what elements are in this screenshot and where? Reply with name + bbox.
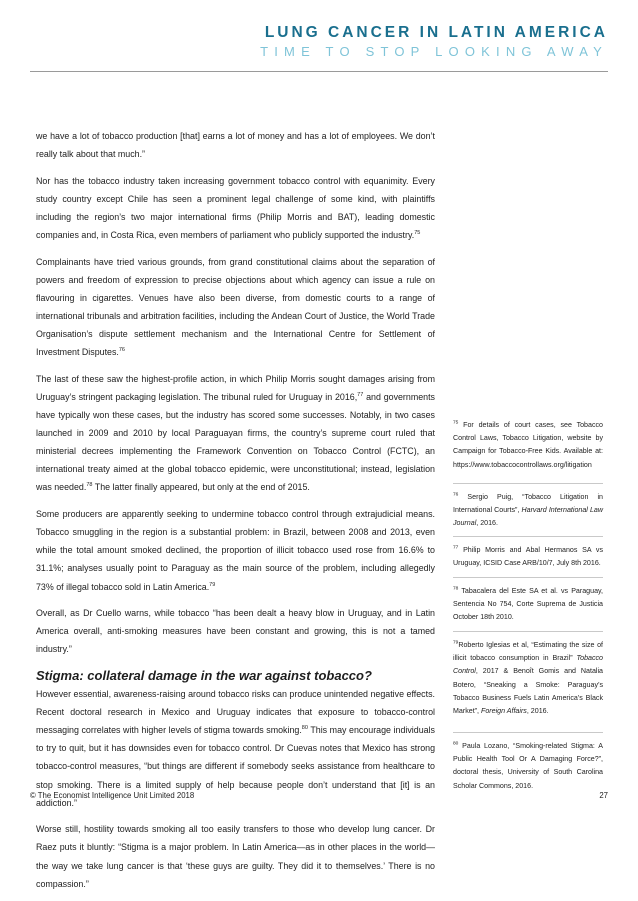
copyright-notice: © The Economist Intelligence Unit Limited 2018 <box>30 791 195 800</box>
footnote-75: $^{75}$ For details of court cases, see Tobacco Control Laws, Tobacco Litigation, website by Campaign for Tobacco-Free Kids. Available at: https://www.tobaccocontrollaws.org/litigation <box>453 420 603 469</box>
paragraph-1: we have a lot of tobacco production [that] earns a lot of money and has a lot of employees. We don’t really talk about that much.” <box>36 131 435 160</box>
footnote-divider <box>453 631 603 632</box>
report-title: LUNG CANCER IN LATIN AMERICA <box>264 24 608 41</box>
paragraph-6: Overall, as Dr Cuello warns, while tobacco “has been dealt a heavy blow in Uruguay, and in Latin America overall, anti-smoking measures have been constant and growing, this is not a tamed industry.” <box>36 608 435 655</box>
footnote-76: $^{76}$ Sergio Puig, “Tobacco Litigation in International Courts”, Harvard International Law Journal, 2016. <box>453 492 604 528</box>
footnote-ref-78: 78 <box>86 482 93 489</box>
paragraph-7: However essential, awareness-raising around tobacco risks can produce unintended negative effects. Recent doctoral research in Mexico and Uruguay indicates that exposure to tobacco-control messaging correlates with higher levels of stigma towards smoking.$^{80}$ This may encourage individuals to try to quit, but it has downsides even for tobacco control. Dr Cuevas notes that Mexico has strong tobacco-control measures, “but things are different if somebody seeks assistance from healthcare to stop smoking. There is a limited supply of help because people don’t understand that [it] is an addiction.” <box>36 689 435 808</box>
footnote-divider <box>453 732 603 733</box>
footnote-77: $^{77}$ Philip Morris and Abal Hermanos SA vs Uruguay, ICSID Case ARB/10/7, July 8th 2016. <box>453 545 603 568</box>
footnote-ref-77: 77 <box>357 392 364 399</box>
footnote-divider <box>453 536 603 537</box>
footnote-divider <box>453 577 603 578</box>
report-subtitle: TIME TO STOP LOOKING AWAY <box>260 44 608 59</box>
main-text-column <box>36 127 435 901</box>
footnote-ref-76: 76 <box>118 347 125 354</box>
section-heading: Stigma: collateral damage in the war against tobacco? <box>36 668 372 684</box>
page-number: 27 <box>599 791 608 800</box>
footnote-ref-80: 80 <box>301 725 308 732</box>
header-divider <box>30 71 608 72</box>
footnote-78: $^{78}$ Tabacalera del Este SA et al. vs Paraguay, Sentencia No 754, Corte Suprema de Justicia October 18th 2010. <box>453 586 604 622</box>
paragraph-5: Some producers are apparently seeking to undermine tobacco control through extrajudicial means. Tobacco smuggling in the region is a substantial problem: in Brazil, between 2008 and 2013, even while the total amount smoked declined, the proportion of illicit tobacco used rose from 16.6% to 31.1%; analyses usually point to Paraguay as the main source of the problem, including allegedly 73% of illegal tobacco sold in Latin America.$^{79}$ <box>36 509 435 592</box>
footnote-80: $^{80}$ Paula Lozano, “Smoking-related Stigma: A Public Health Tool Or A Damaging Force?”, doctoral thesis, University of South Carolina Scholar Commons, 2016. <box>453 741 603 790</box>
footnote-divider <box>453 483 603 484</box>
paragraph-4: The last of these saw the highest-profile action, in which Philip Morris sought damages arising from Uruguay’s stringent packaging legislation. The tribunal ruled for Uruguay in 2016,77 and governments have typically won these cases, but the industry has scored some successes. Notably, in two cases launched in 2009 and 2010 by local Paraguayan firms, the country’s supreme court ruled that ministerial decrees implementing the Framework Convention on Tobacco Control (FCTC), an international treaty aimed at the global tobacco epidemic, were unconstitutional; instead, legislation was needed.$^{78}$ The latter finally appeared, but only at the end of 2015. <box>36 373 435 493</box>
footnote-79: $^{79}$Roberto Iglesias et al, “Estimating the size of illicit tobacco consumption in Brazil” Tobacco Control, 2017 & Benoît Gomis and Natalia Botero, “Sneaking a Smoke: Paraguay’s Tobacco Business Fuels Latin America’s Black Market”, Foreign Affairs, 2016. <box>453 640 603 716</box>
footnote-ref-75: 75 <box>414 230 421 237</box>
report-header <box>260 24 608 59</box>
paragraph-8: Worse still, hostility towards smoking all too easily transfers to those who develop lung cancer. Dr Raez puts it bluntly: “Stigma is a major problem. In Latin America—as in other places in the world—the way we take lung cancer is that ‘these guys are guilty. They did it to themselves.’ There is no compassion.” <box>36 824 435 889</box>
paragraph-2: Nor has the tobacco industry taken increasing government tobacco control with equanimity. Every study country except Chile has seen a prominent legal challenge of some kind, with plaintiffs including the region’s two major international firms (Philip Morris and BAT), leading domestic companies and, in Costa Rica, even members of parliament who publicly supported the industry.$^{75}$ <box>36 175 435 241</box>
paragraph-3: Complainants have tried various grounds, from grand constitutional claims about the separation of powers and freedom of expression to precise objections about which agency can issue a rule on flavouring in cigarettes. Venues have also been diverse, from domestic courts to a range of international tribunals and arbitration facilities, including the Andean Court of Justice, the World Trade Organisation’s dispute settlement mechanism and the International Centre for Settlement of Investment Disputes.$^{76}$ <box>36 256 435 358</box>
footnote-ref-79: 79 <box>209 581 216 588</box>
